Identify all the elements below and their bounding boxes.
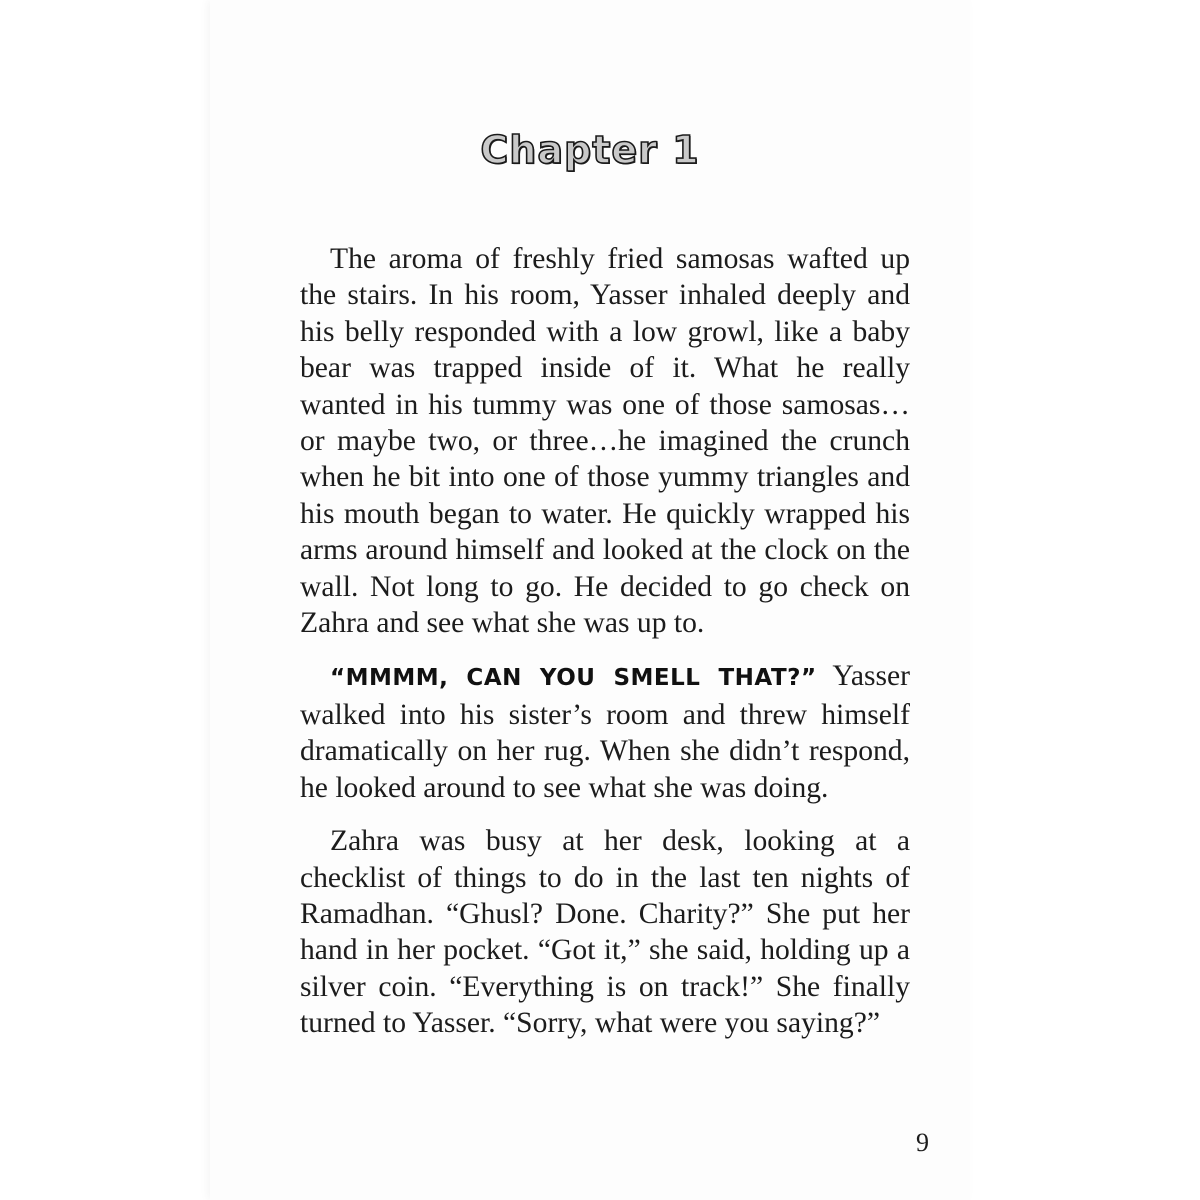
book-page <box>210 0 970 1200</box>
chapter-body <box>300 241 910 1059</box>
paragraph-1: The aroma of freshly fried samosas wafted up the stairs. In his room, Yasser inhaled deeply and his belly responded with a low growl, like a baby bear was trapped inside of it. What he really wanted in his tummy was one of those samosas…or maybe two, or three…he imagined the crunch when he bit into one of those yummy triangles and his mouth began to water. He quickly wrapped his arms around himself and looked at the clock on the wall. Not long to go. He decided to go check on Zahra and see what she was up to. <box>300 243 910 640</box>
shouted-dialogue: “MMMM, CAN YOU SMELL THAT?” <box>330 665 817 692</box>
page-number: 9 <box>916 1128 929 1157</box>
paragraph-2 <box>300 658 910 806</box>
paragraph-3: Zahra was busy at her desk, looking at a checklist of things to do in the last ten nights of Ramadhan. “Ghusl? Done. Charity?” She put her hand in her pocket. “Got it,” she said, holding up a silver coin. “Everything is on track!” She finally turned to Yasser. “Sorry, what were you saying?” <box>300 825 910 1040</box>
chapter-title: Chapter 1 <box>480 128 700 172</box>
paragraph-2-text: Yasser walked into his sister’s room and threw himself dramatically on her rug. When she didn’t respond, he looked around to see what she was doing. <box>300 660 910 804</box>
